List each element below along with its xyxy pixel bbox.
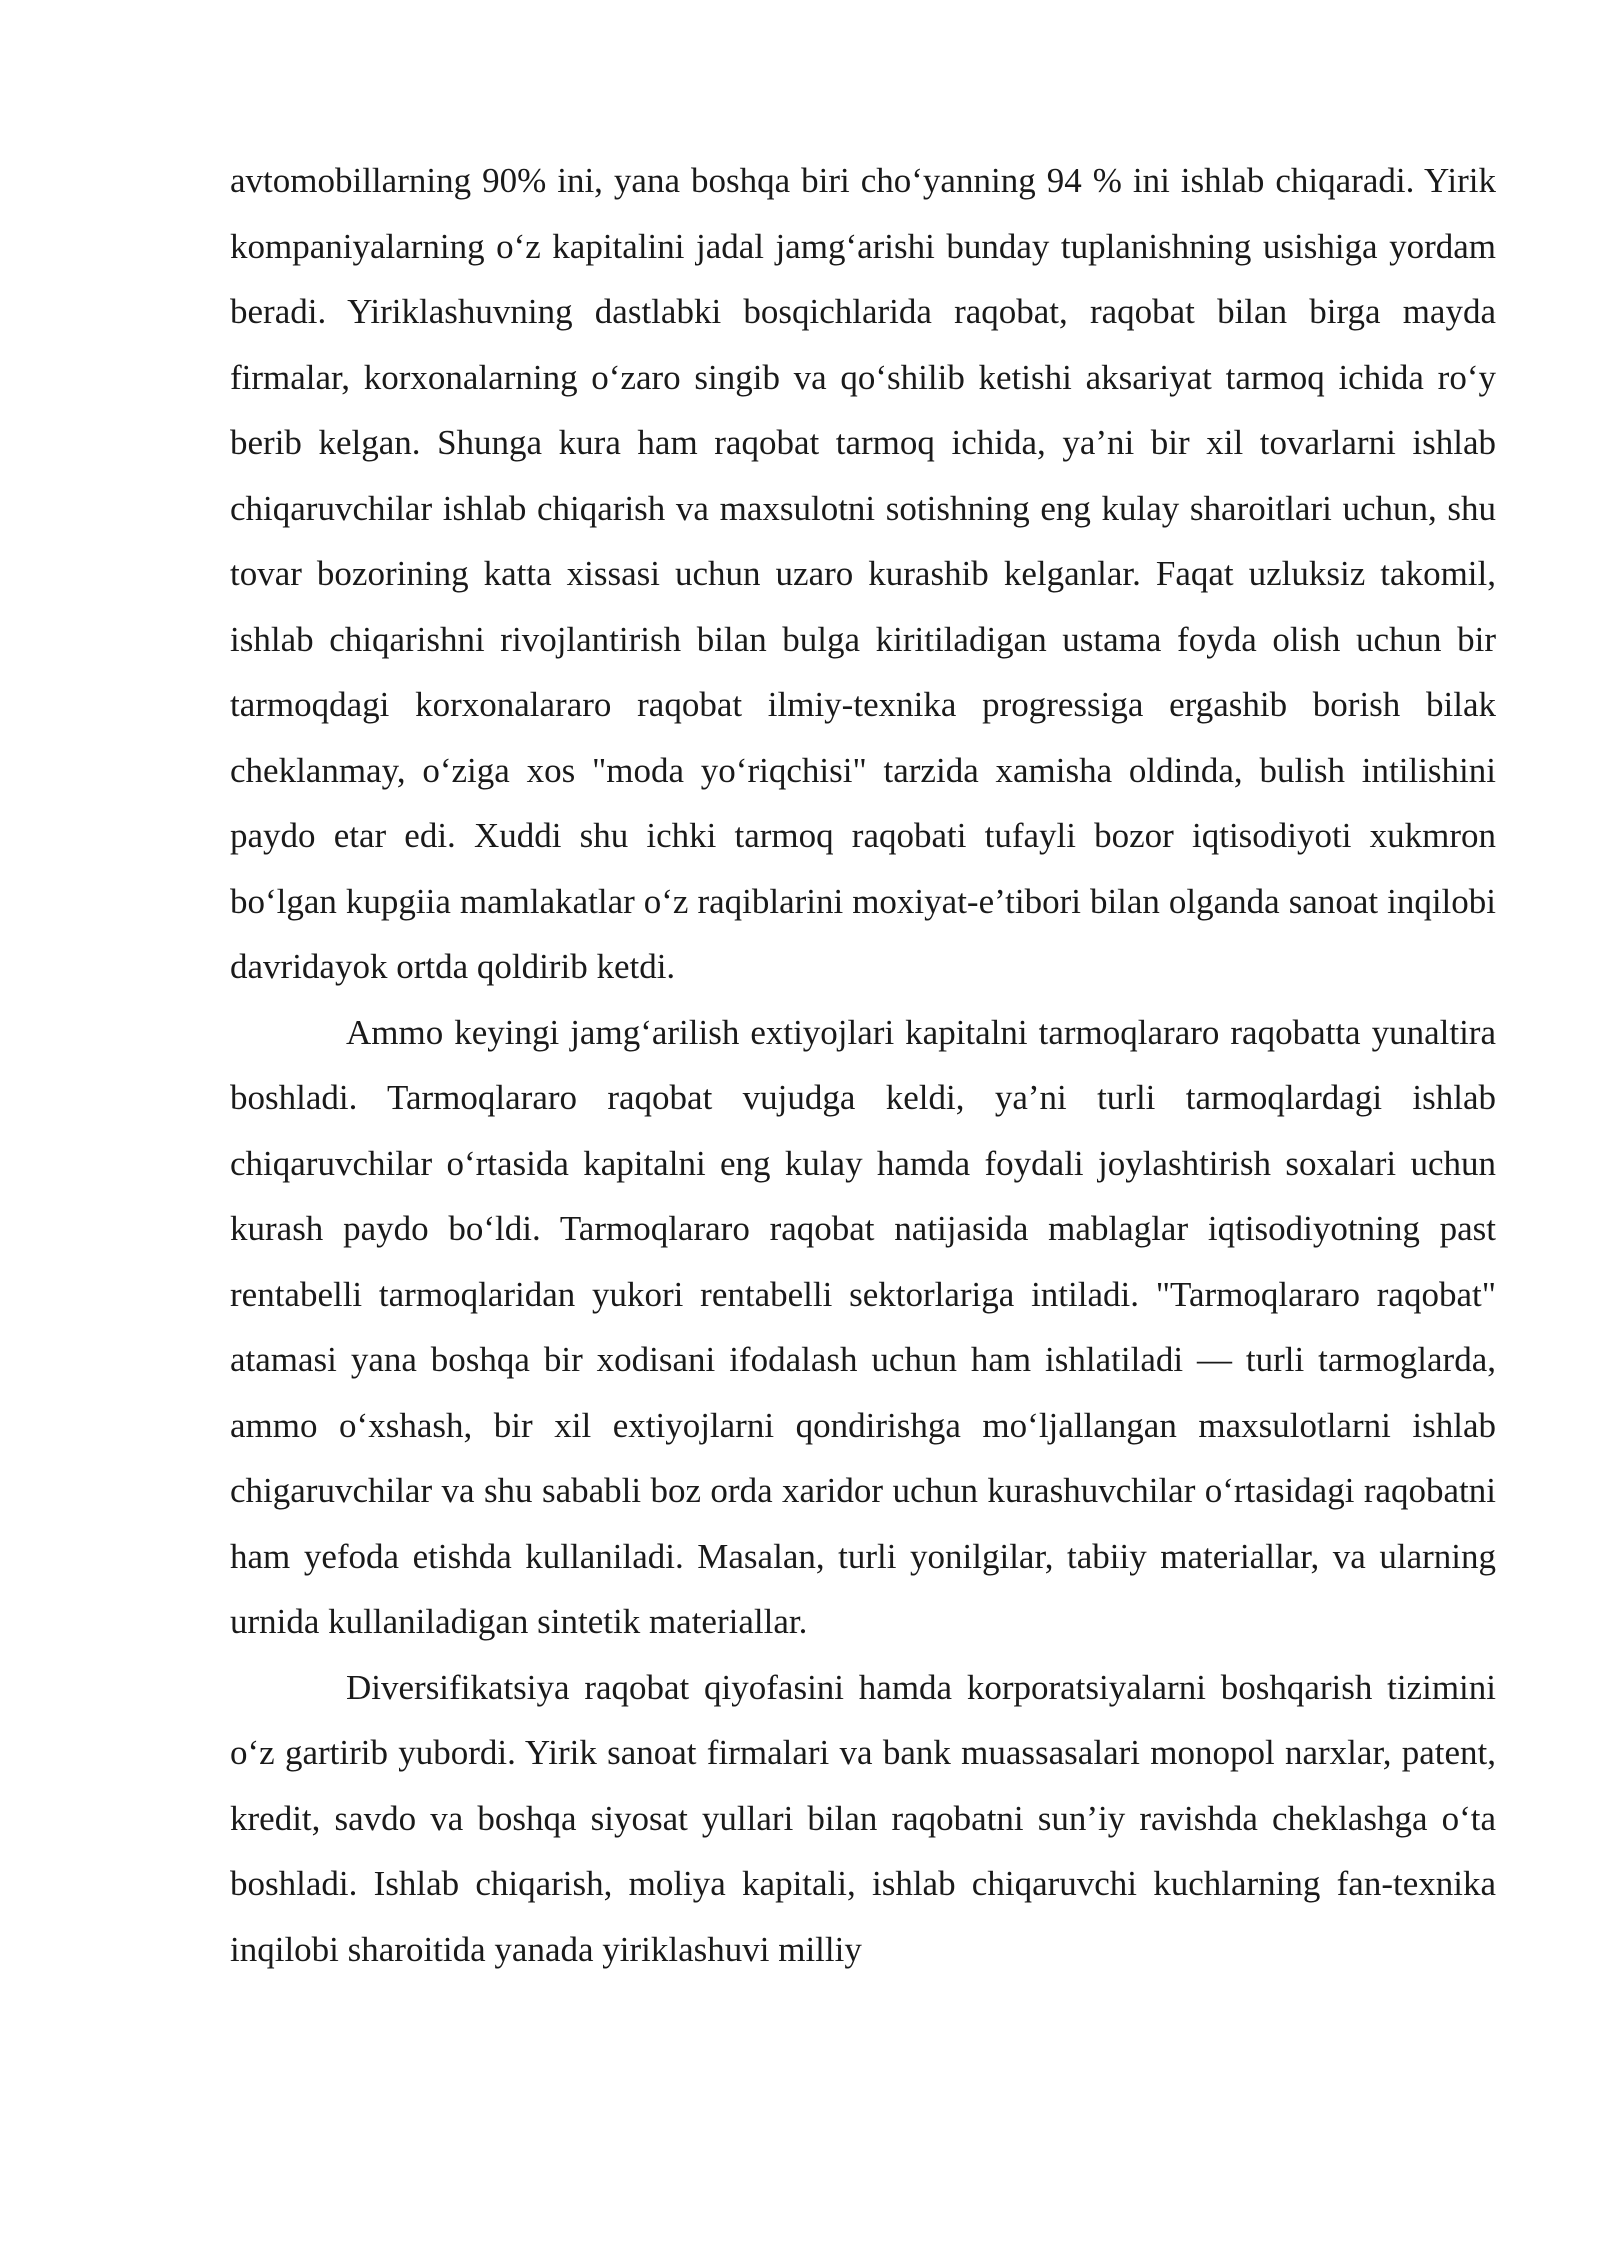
paragraph-1: avtomobillarning 90% ini, yana boshqa biri cho‘yanning 94 % ini ishlab chiqaradi. Yirik kompaniyalarning o‘z kapitalini jadal jamg‘arishi bunday tuplanishning usishiga yordam beradi. Yiriklashuvning dastlabki bosqichlarida raqobat, raqobat bilan birga mayda firmalar, korxonalarning o‘zaro singib va qo‘shilib ketishi aksariyat tarmoq ichida ro‘y berib kelgan. Shunga kura ham raqobat tarmoq ichida, ya’ni bir xil tovarlarni ishlab chiqaruvchilar ishlab chiqarish va maxsulotni sotishning eng kulay sharoitlari uchun, shu tovar bozorining katta xissasi uchun uzaro kurashib kelganlar. Faqat uzluksiz takomil, ishlab chiqarishni rivojlantirish bilan bulga kiritiladigan ustama foyda olish uchun bir tarmoqdagi korxonalararo raqobat ilmiy-texnika progressiga ergashib borish bilak cheklanmay, o‘ziga xos "moda yo‘riqchisi" tarzida xamisha oldinda, bulish intilishini paydo etar edi. Xuddi shu ichki tarmoq raqobati tufayli bozor iqtisodiyoti xukmron bo‘lgan kupgiia mamlakatlar o‘z raqiblarini moxiyat-e’tibori bilan olganda sanoat inqilobi davridayok ortda qoldirib ketdi. xyxy=(230,161,1496,986)
paragraph-2: Ammo keyingi jamg‘arilish extiyojlari kapitalni tarmoqlararo raqobatta yunaltira boshladi. Tarmoqlararo raqobat vujudga keldi, ya’ni turli tarmoqlardagi ishlab chiqaruvchilar o‘rtasida kapitalni eng kulay hamda foydali joylashtirish soxalari uchun kurash paydo bo‘ldi. Tarmoqlararo raqobat natijasida mablaglar iqtisodiyotning past rentabelli tarmoqlaridan yukori rentabelli sektorlariga intiladi. "Tarmoqlararo raqobat" atamasi yana boshqa bir xodisani ifodalash uchun ham ishlatiladi — turli tarmoglarda, ammo o‘xshash, bir xil extiyojlarni qondirishga mo‘ljallangan maxsulotlarni ishlab chigaruvchilar va shu sababli boz orda xaridor uchun kurashuvchilar o‘rtasidagi raqobatni ham yefoda etishda kullaniladi. Masalan, turli yonilgilar, tabiiy materiallar, va ularning urnida kullaniladigan sintetik materiallar. xyxy=(230,1012,1496,1641)
document-body xyxy=(230,148,1496,1982)
paragraph-3: Diversifikatsiya raqobat qiyofasini hamda korporatsiyalarni boshqarish tizimini o‘z gartirib yubordi. Yirik sanoat firmalari va bank muassasalari monopol narxlar, patent, kredit, savdo va boshqa siyosat yullari bilan raqobatni sun’iy ravishda cheklashga o‘ta boshladi. Ishlab chiqarish, moliya kapitali, ishlab chiqaruvchi kuchlarning fan-texnika inqilobi sharoitida yanada yiriklashuvi milliy xyxy=(230,1667,1496,1969)
